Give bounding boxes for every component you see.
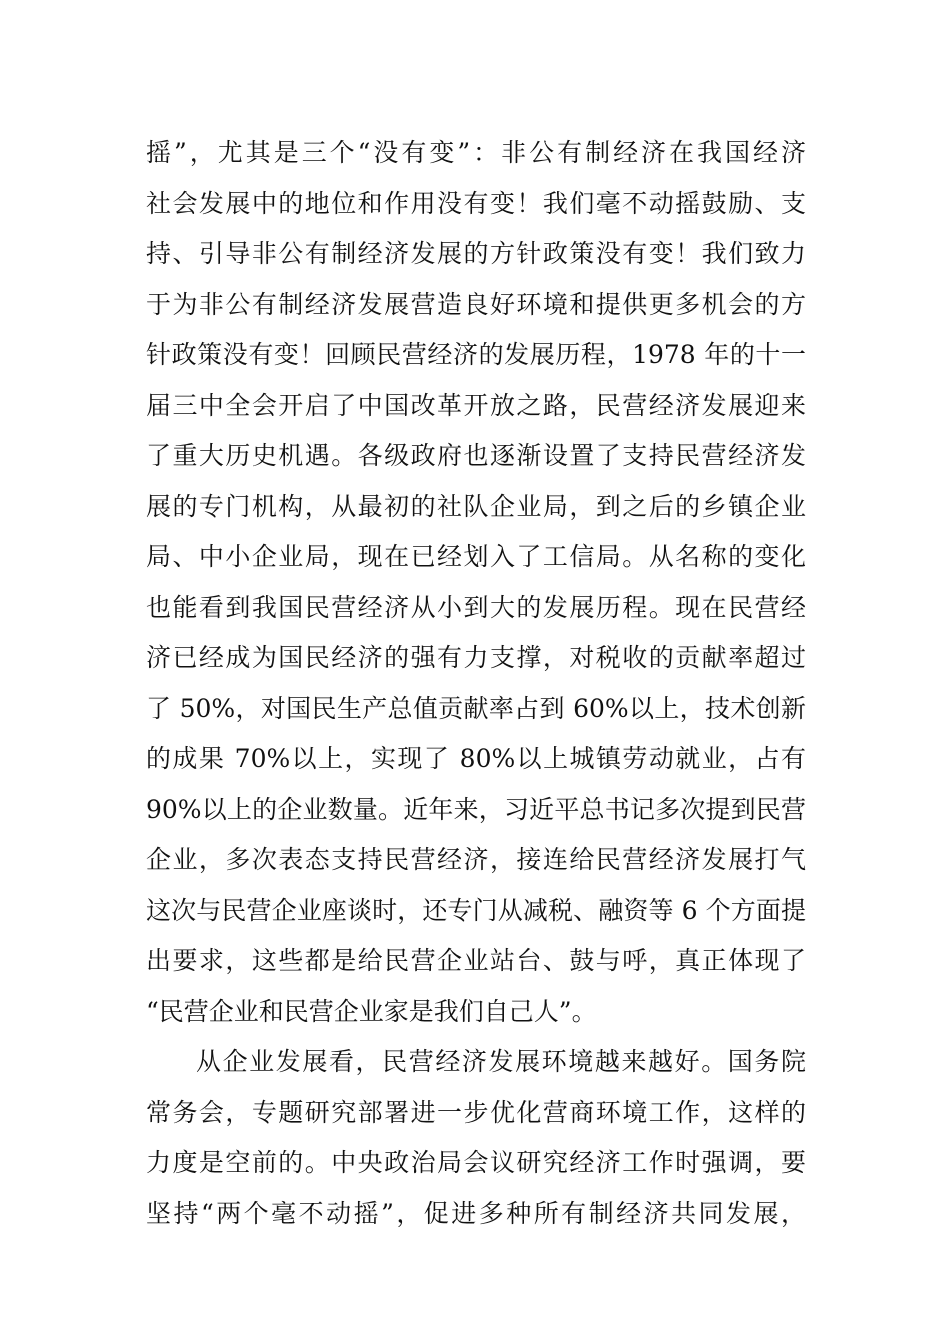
text-line: 了 50%，对国民生产总值贡献率占到 60%以上，技术创新 [146,693,806,723]
text-line: 出要求，这些都是给民营企业站台、鼓与呼，真正体现了 [146,946,806,975]
text-line: 届三中全会开启了中国改革开放之路，民营经济发展迎来 [146,390,806,420]
text-line: 展的专门机构，从最初的社队企业局，到之后的乡镇企业 [146,491,806,521]
text-line: 力度是空前的。中央政治局会议研究经济工作时强调，要 [146,1148,806,1177]
text-line: 社会发展中的地位和作用没有变！我们毫不动摇鼓励、支 [146,188,806,218]
text-line: 摇”，尤其是三个“没有变”：非公有制经济在我国经济 [146,138,806,167]
text-line: 局、中小企业局，现在已经划入了工信局。从名称的变化 [146,542,806,571]
text-line: 针政策没有变！回顾民营经济的发展历程，1978 年的十一 [146,340,806,369]
text-line: 于为非公有制经济发展营造良好环境和提供更多机会的方 [146,289,806,319]
text-line: 持、引导非公有制经济发展的方针政策没有变！我们致力 [146,239,806,268]
text-line: 90%以上的企业数量。近年来，习近平总书记多次提到民营 [146,794,806,824]
text-line: 这次与民营企业座谈时，还专门从减税、融资等 6 个方面提 [146,895,806,925]
text-line: 了重大历史机遇。各级政府也逐渐设置了支持民营经济发 [146,441,806,470]
text-line: 也能看到我国民营经济从小到大的发展历程。现在民营经 [146,592,806,622]
paragraph-end-line: “民营企业和民营企业家是我们自己人”。 [146,996,597,1026]
paragraph-start-line: 从企业发展看，民营经济发展环境越来越好。国务院 [196,1047,806,1076]
text-line: 济已经成为国民经济的强有力支撑，对税收的贡献率超过 [146,643,806,672]
text-line: 常务会，专题研究部署进一步优化营商环境工作，这样的 [146,1097,806,1127]
text-line: 的成果 70%以上，实现了 80%以上城镇劳动就业，占有 [146,744,806,773]
document-body [146,128,806,1239]
text-line: 坚持“两个毫不动摇”，促进多种所有制经济共同发展， [146,1198,806,1228]
text-line: 企业，多次表态支持民营经济，接连给民营经济发展打气 [146,845,806,874]
